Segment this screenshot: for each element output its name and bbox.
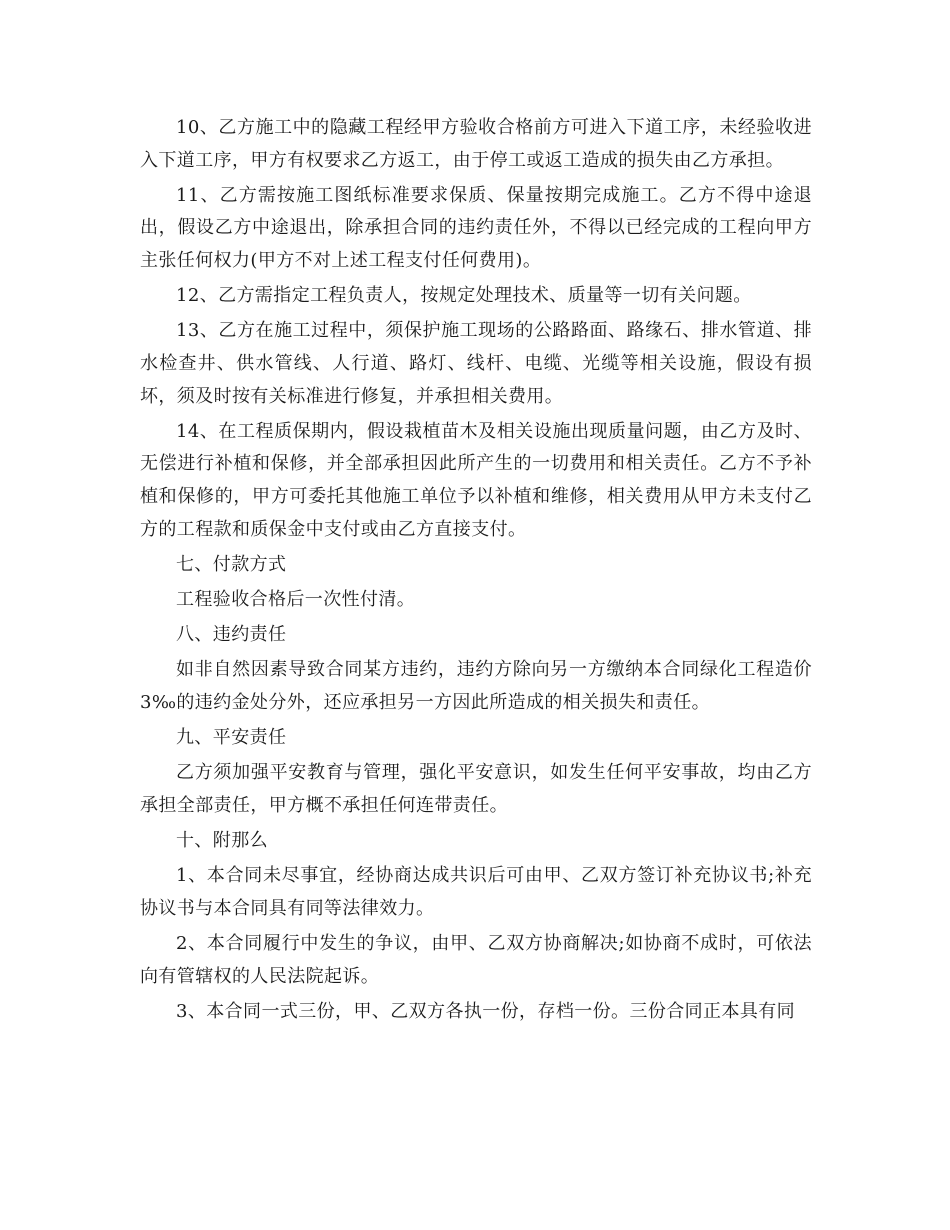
clause-10: 10、乙方施工中的隐藏工程经甲方验收合格前方可进入下道工序，未经验收进入下道工序，甲方有权要求乙方返工，由于停工或返工造成的损失由乙方承担。 <box>140 117 812 171</box>
section-heading-payment: 七、付款方式 <box>176 553 287 575</box>
section-heading-breach: 八、违约责任 <box>176 624 287 646</box>
clause-12: 12、乙方需指定工程负责人，按规定处理技术、质量等一切有关问题。 <box>176 285 752 307</box>
safety-terms: 乙方须加强平安教育与管理，强化平安意识，如发生任何平安事故，均由乙方承担全部责任，甲方概不承担任何连带责任。 <box>140 762 812 816</box>
contract-body <box>140 112 812 1031</box>
payment-terms: 工程验收合格后一次性付清。 <box>176 588 416 610</box>
section-heading-supplementary: 十、附那么 <box>176 830 268 851</box>
clause-14: 14、在工程质保期内，假设栽植苗木及相关设施出现质量问题，由乙方及时、无偿进行补植和保修，并全部承担因此所产生的一切费用和相关责任。乙方不予补植和保修的，甲方可委托其他施工单位予以补植和维修，相关费用从甲方未支付乙方的工程款和质保金中支付或由乙方直接支付。 <box>140 420 812 540</box>
breach-terms: 如非自然因素导致合同某方违约，违约方除向另一方缴纳本合同绿化工程造价3‰的违约金处分外，还应承担另一方因此所造成的相关损失和责任。 <box>140 659 812 713</box>
supplementary-clause-2: 2、本合同履行中发生的争议，由甲、乙双方协商解决;如协商不成时，可依法向有管辖权的人民法院起诉。 <box>140 932 812 987</box>
clause-13: 13、乙方在施工过程中，须保护施工现场的公路路面、路缘石、排水管道、排水检查井、供水管线、人行道、路灯、线杆、电缆、光缆等相关设施，假设有损坏，须及时按有关标准进行修复，并承担相关费用。 <box>140 320 812 407</box>
supplementary-clause-1: 1、本合同未尽事宜，经协商达成共识后可由甲、乙双方签订补充协议书;补充协议书与本合同具有同等法律效力。 <box>140 865 812 919</box>
section-heading-safety: 九、平安责任 <box>176 727 287 749</box>
clause-11: 11、乙方需按施工图纸标准要求保质、保量按期完成施工。乙方不得中途退出，假设乙方中途退出，除承担合同的违约责任外，不得以已经完成的工程向甲方主张任何权力(甲方不对上述工程支付任何费用)。 <box>140 184 812 271</box>
supplementary-clause-3: 3、本合同一式三份，甲、乙双方各执一份，存档一份。三份合同正本具有同 <box>176 1000 796 1022</box>
